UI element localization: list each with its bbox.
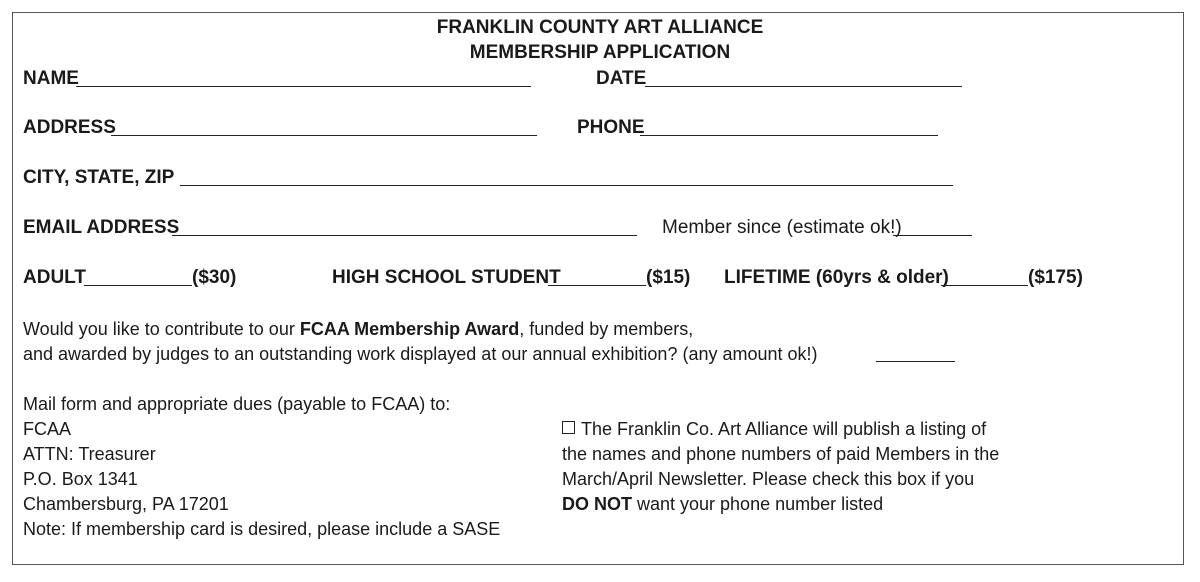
address-label: ADDRESS [23, 117, 116, 138]
form-title: MEMBERSHIP APPLICATION [469, 42, 731, 63]
org-title: FRANKLIN COUNTY ART ALLIANCE [436, 17, 764, 38]
phone-field[interactable] [640, 135, 938, 136]
date-label: DATE [596, 68, 647, 89]
adult-field[interactable] [84, 285, 192, 286]
name-label: NAME [23, 68, 79, 89]
city-state-zip-label: CITY, STATE, ZIP [23, 167, 175, 188]
mail-po-box: P.O. Box 1341 [23, 469, 138, 489]
publish-line-1: The Franklin Co. Art Alliance will publish a listing of [562, 418, 986, 440]
adult-label: ADULT [23, 267, 86, 288]
award-name: FCAA Membership Award [299, 319, 520, 339]
mail-intro: Mail form and appropriate dues (payable to FCAA) to: [23, 394, 451, 414]
student-field[interactable] [548, 285, 646, 286]
name-field[interactable] [76, 86, 531, 87]
award-line-2: and awarded by judges to an outstanding work displayed at our annual exhibition? (any amount ok!) [23, 344, 818, 364]
phone-label: PHONE [577, 117, 645, 138]
publish-line-4: DO NOT want your phone number listed [562, 494, 884, 514]
do-not-list-checkbox[interactable] [562, 421, 575, 434]
email-field[interactable] [172, 235, 637, 236]
member-since-field[interactable] [893, 235, 972, 236]
student-price: ($15) [646, 267, 691, 288]
award-line-1: Would you like to contribute to our FCAA Membership Award, funded by members, [23, 319, 694, 339]
publish-line-2: the names and phone numbers of paid Members in the [562, 444, 1000, 464]
award-amount-field[interactable] [876, 361, 955, 362]
lifetime-label: LIFETIME (60yrs & older) [724, 267, 949, 288]
city-state-zip-field[interactable] [180, 185, 953, 186]
lifetime-price: ($175) [1028, 267, 1083, 288]
member-since-label: Member since (estimate ok!) [662, 217, 902, 238]
publish-line-3: March/April Newsletter. Please check this box if you [562, 469, 975, 489]
address-field[interactable] [111, 135, 537, 136]
adult-price: ($30) [192, 267, 237, 288]
mail-city: Chambersburg, PA 17201 [23, 494, 229, 514]
email-label: EMAIL ADDRESS [23, 217, 180, 238]
student-label: HIGH SCHOOL STUDENT [332, 267, 561, 288]
lifetime-field[interactable] [941, 285, 1028, 286]
mail-attn: ATTN: Treasurer [23, 444, 156, 464]
mail-name: FCAA [23, 419, 72, 439]
mail-note: Note: If membership card is desired, please include a SASE [23, 519, 501, 539]
date-field[interactable] [645, 86, 962, 87]
